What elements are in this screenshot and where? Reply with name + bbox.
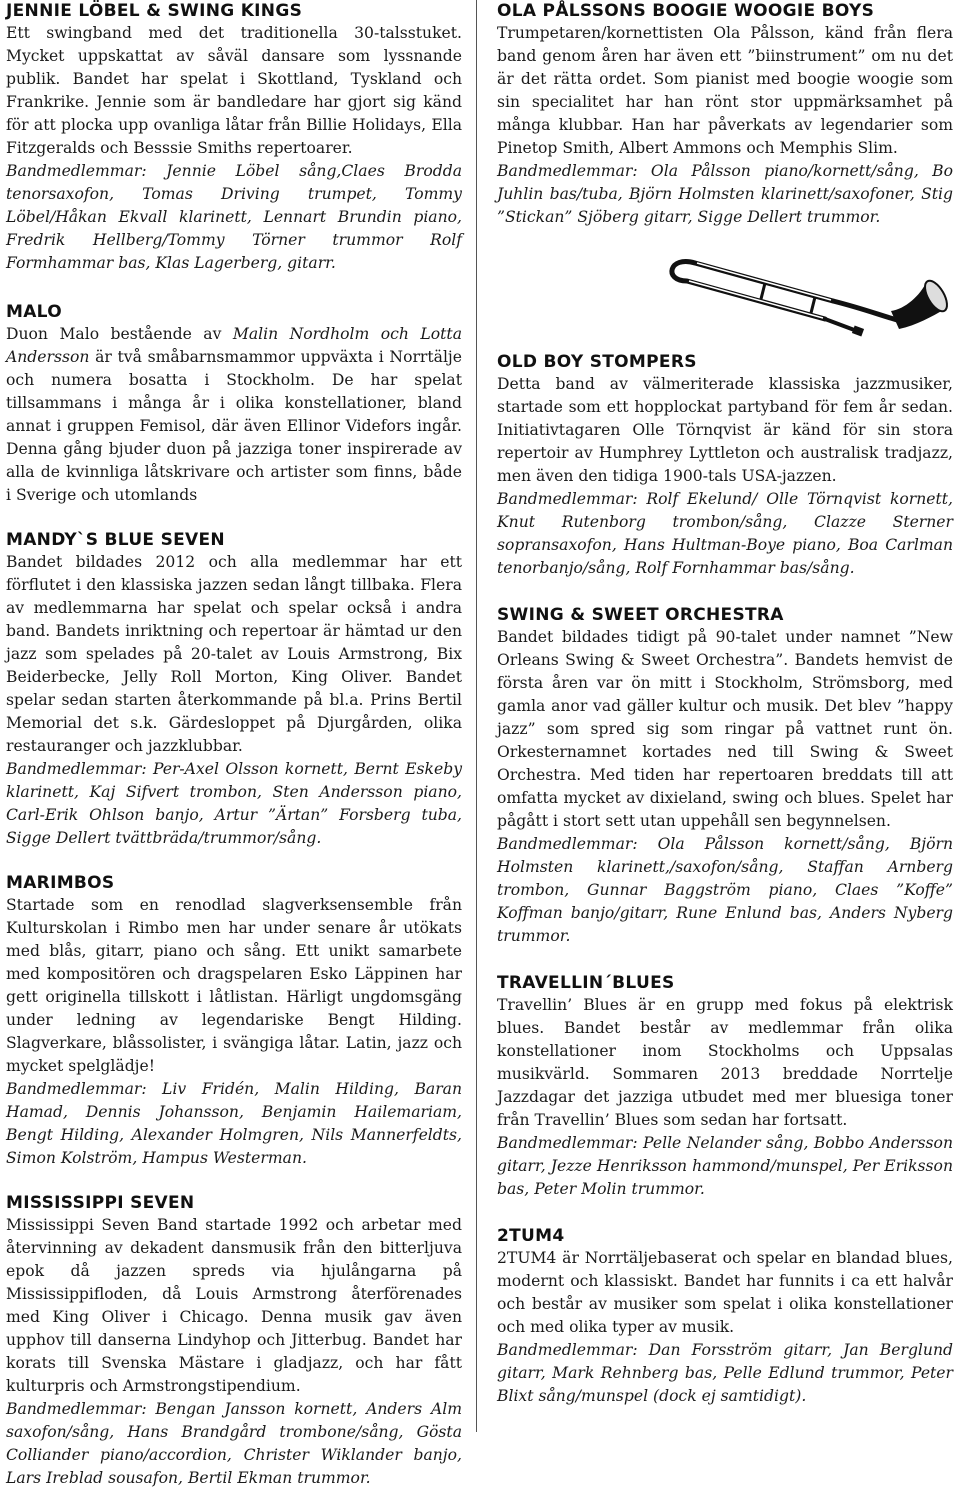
section-title: SWING & SWEET ORCHESTRA	[497, 605, 784, 625]
section-body: Detta band av välmeriterade klassiska jazzmusiker, startade som ett hopplockat partyband för fem år sedan. Initiativtagaren Olle Törnqvist är känd för sin stora repertoir av Humphrey Lyttleton och australisk tradjazz, men även den tidiga 1900-tals USA-jazzen.	[497, 375, 953, 485]
body-text: är två småbarnsmammor uppväxta i Norrtälje och numera bosatta i Stockholm. De har spelat tillsammans i många år i olika konstellationer, bland annat i gruppen Femisol, där även Ellinor Videfors ingår. Denna gång bjuder duon på jazziga toner inspirerade av alla de kvinnliga låtskrivare och artister som finns, både i Sverige och utomlands	[6, 348, 462, 504]
section-body: Travellin’ Blues är en grupp med fokus på elektrisk blues. Bandet består av medlemmar från olika konstellationer inom Stockholms och Uppsalas musikvärld. Sommaren 2013 breddade Norrtelje Jazzdagar det jazziga utbudet med mer bluesiga toner från Travellin’ Blues som sedan har fortsatt.	[497, 996, 953, 1129]
section-members: Bandmedlemmar: Bengan Jansson kornett, Anders Alm saxofon/sång, Hans Brandgård trombone/sång, Gösta Colliander piano/accordion, Christer Wiklander banjo, Lars Ireblad sousafon, Bertil Ekman trummor.	[6, 1400, 462, 1487]
section-members: Bandmedlemmar: Ola Pålsson piano/kornett/sång, Bo Juhlin bas/tuba, Björn Holmsten klarinett/saxofoner, Stig ”Stickan” Sjöberg gitarr, Sigge Dellert trummor.	[497, 162, 953, 226]
column-divider	[476, 0, 477, 1432]
section-members: Bandmedlemmar: Jennie Löbel sång,Claes Brodda tenorsaxofon, Tomas Driving trumpet, Tommy Löbel/Håkan Ekvall klarinett, Lennart Brundin piano, Fredrik Hellberg/Tommy Törner trummor Rolf Formhammar bas, Klas Lagerberg, gitarr.	[6, 162, 462, 272]
left-column	[6, 0, 462, 1490]
section-members: Bandmedlemmar: Per-Axel Olsson kornett, Bernt Eskeby klarinett, Kaj Sifvert trombon, Sten Andersson piano, Carl-Erik Ohlson banjo, Artur ”Ärtan” Forsberg tuba, Sigge Dellert tvättbräda/trummor/sång.	[6, 760, 462, 847]
section-title: OLD BOY STOMPERS	[497, 352, 697, 372]
section-body: Ett swingband med det traditionella 30-talsstuket. Mycket uppskattat av såväl dansare som lyssnande publik. Bandet har spelat i Skottland, Tyskland och Frankrike. Jennie som är bandledare har gjort sig känd för att plocka upp ovanliga låtar från Billie Holidays, Ella Fitzgeralds och Besssie Smiths repertoarer.	[6, 24, 462, 157]
section-title: 2TUM4	[497, 1226, 565, 1246]
section-ola-palssons	[497, 0, 953, 229]
trombone-icon	[665, 251, 955, 341]
section-marimbos	[6, 872, 462, 1170]
section-jennie-lobel	[6, 0, 462, 275]
section-title: MANDY`S BLUE SEVEN	[6, 530, 225, 550]
section-body: 2TUM4 är Norrtäljebaserat och spelar en blandad blues, modernt och klassiskt. Bandet har funnits i ca ett halvår och består av musiker som spelat i olika konstellationer och med olika typer av musik.	[497, 1249, 953, 1336]
section-body: Startade som en renodlad slagverksensemble från Kulturskolan i Rimbo men har under senare år utökats med blås, gitarr, piano och sång. Ett unikt samarbete med kompositören och dragspelaren Esko Läppinen har gett originella tillskott i låtlistan. Härligt ungdomsgäng under ledning av legendariske Bengt Hilding. Slagverkare, blåssolister, i svängiga låtar. Latin, jazz och mycket spelglädje!	[6, 896, 462, 1075]
section-mississippi-seven	[6, 1192, 462, 1490]
section-members: Bandmedlemmar: Rolf Ekelund/ Olle Törnqvist kornett, Knut Rutenborg trombon/sång, Clazze Sterner sopransaxofon, Hans Hultman-Boye piano, Boa Carlman tenorbanjo/sång, Rolf Fornhammar bas/sång.	[497, 490, 953, 577]
section-swing-sweet-orchestra	[497, 604, 953, 948]
body-names: Malin Nordholm och Lotta Andersson	[6, 325, 462, 366]
section-2tum4	[497, 1225, 953, 1408]
section-members: Bandmedlemmar: Pelle Nelander sång, Bobbo Andersson gitarr, Jezze Henriksson hammond/munspel, Per Eriksson bas, Peter Molin trummor.	[497, 1134, 953, 1198]
section-malo	[6, 301, 462, 507]
section-mandys-blue-seven	[6, 529, 462, 850]
section-body: Bandet bildades tidigt på 90-talet under namnet ”New Orleans Swing & Sweet Orchestra”. Bandets hemvist de första åren var ön mitt i Stockholm, Strömsborg, med gamla anor vad gäller kultur och musik. Det blev ”happy jazz” som spred sig som ringar på vattnet runt ön. Orkesternamnet kortades ned till Swing & Sweet Orchestra. Med tiden har repertoaren breddats till att omfatta mycket av dixieland, swing och blues. Spelet har pågått i stort sett utan uppehåll sen begynnelsen.	[497, 628, 953, 830]
section-body	[6, 323, 462, 507]
section-old-boy-stompers	[497, 351, 953, 580]
section-members: Bandmedlemmar: Ola Pålsson kornett/sång, Björn Holmsten klarinett,/saxofon/sång, Staffan Arnberg trombon, Gunnar Baggström piano, Claes ”Koffe” Koffman banjo/gitarr, Rune Enlund bas, Anders Nyberg trummor.	[497, 835, 953, 945]
section-title: MISSISSIPPI SEVEN	[6, 1193, 195, 1213]
section-title: OLA PÅLSSONS BOOGIE WOOGIE BOYS	[497, 1, 875, 21]
body-text: Duon Malo bestående av	[6, 325, 233, 343]
section-title: TRAVELLIN´BLUES	[497, 973, 675, 993]
section-body: Trumpetaren/kornettisten Ola Pålsson, känd från flera band genom åren har även ett ”biinstrument” om nu det är det rätta ordet. Som pianist med boogie woogie som sin specialitet har han rönt stor uppmärksamhet på många klubbar. Han har påverkats av legendarier som Pinetop Smith, Albert Ammons och Memphis Slim.	[497, 24, 953, 157]
section-members: Bandmedlemmar: Dan Forsström gitarr, Jan Berglund gitarr, Mark Rehnberg bas, Pelle Edlund trummor, Peter Blixt sång/munspel (dock ej samtidigt).	[497, 1341, 953, 1405]
section-title: MALO	[6, 302, 62, 322]
section-title: MARIMBOS	[6, 873, 115, 893]
section-travellin-blues	[497, 972, 953, 1201]
right-column	[497, 0, 953, 1408]
section-body: Bandet bildades 2012 och alla medlemmar har ett förflutet i den klassiska jazzen sedan långt tillbaka. Flera av medlemmarna har spelat och spelar också i andra band. Bandets inriktning och repertoar är hämtad ur den jazz som spelades på 20-talet av Louis Armstrong, Bix Beiderbecke, Jelly Roll Morton, King Oliver. Bandet spelar sedan starten återkommande på bl.a. Prins Bertil Memorial det s.k. Gärdesloppet på Djurgården, olika restauranger och jazzklubbar.	[6, 553, 462, 755]
section-members: Bandmedlemmar: Liv Fridén, Malin Hilding, Baran Hamad, Dennis Johansson, Benjamin Hailemariam, Bengt Hilding, Alexander Holmgren, Nils Mannerfeldts, Simon Kolström, Hampus Westerman.	[6, 1080, 462, 1167]
section-body: Mississippi Seven Band startade 1992 och arbetar med återvinning av dekadent dansmusik från den bitterljuva epok då jazzen spreds via hjulångarna på Mississippifloden, då Louis Armstrong återförenades med King Oliver i Chicago. Denna musik gav även upphov till danserna Lindyhop och Jitterbug. Bandet har korats till Svenska Mästare i gladjazz, och har fått kulturpris och Armstrongstipendium.	[6, 1216, 462, 1395]
section-title: JENNIE LÖBEL & SWING KINGS	[6, 1, 303, 21]
